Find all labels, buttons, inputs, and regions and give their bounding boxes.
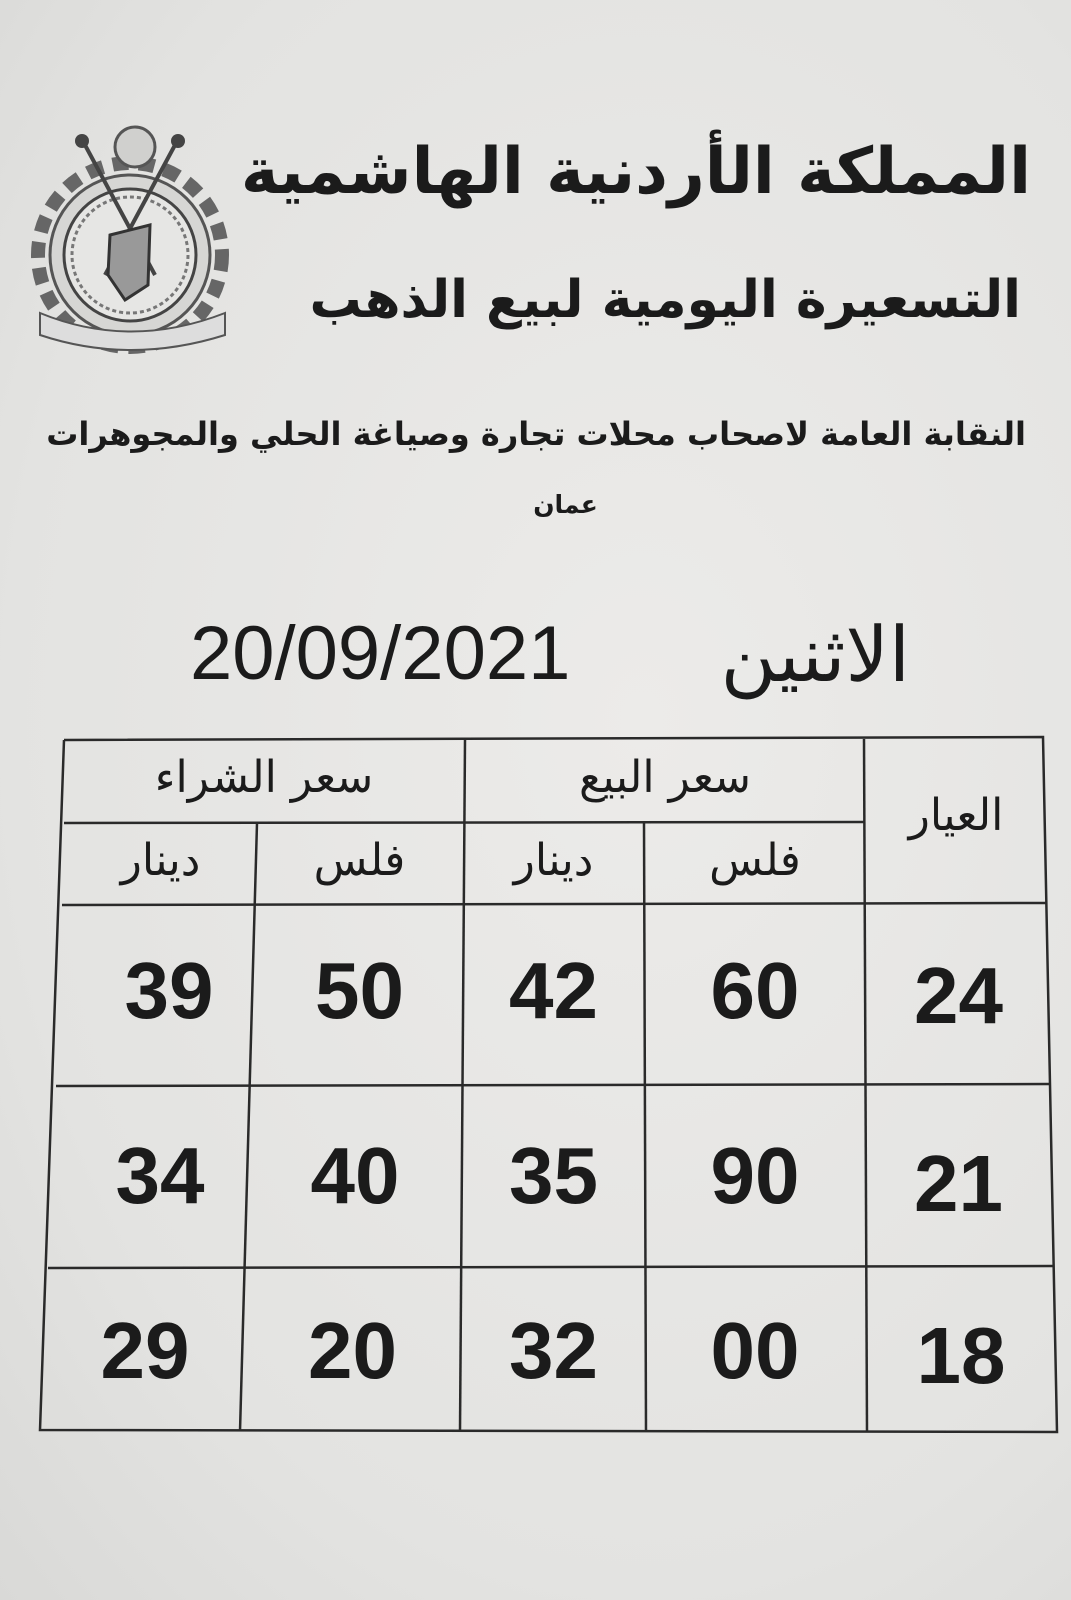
table-row-sell-dinar: 35 xyxy=(509,1131,598,1220)
table-row-buy-dinar: 39 xyxy=(124,946,214,1035)
table-row-buy-fils: 40 xyxy=(310,1131,400,1220)
page-subtitle: التسعيرة اليومية لبيع الذهب xyxy=(309,270,1021,330)
table-row-karat: 18 xyxy=(916,1311,1006,1400)
table-row-buy-dinar: 29 xyxy=(100,1306,190,1395)
day-name: الاثنين xyxy=(720,613,910,698)
buy-price-header: سعر الشراء xyxy=(154,752,374,803)
table-row-karat: 21 xyxy=(914,1139,1003,1228)
sell-dinar-header: دينار xyxy=(513,835,594,886)
buy-dinar-header: دينار xyxy=(120,835,201,886)
table-row-sell-fils: 60 xyxy=(710,946,800,1035)
table-row-buy-fils: 20 xyxy=(308,1306,397,1395)
buy-fils-header: فلس xyxy=(313,835,406,886)
table-row-sell-dinar: 42 xyxy=(509,946,598,1035)
table-row-sell-fils: 90 xyxy=(710,1131,800,1220)
table-row-sell-fils: 00 xyxy=(710,1306,800,1395)
sell-price-header: سعر البيع xyxy=(579,752,751,803)
karat-header: العيار xyxy=(908,790,1004,841)
city-name: عمان xyxy=(533,490,598,519)
table-row-buy-dinar: 34 xyxy=(115,1131,205,1220)
sell-fils-header: فلس xyxy=(709,835,801,886)
table-row-sell-dinar: 32 xyxy=(509,1306,598,1395)
page-title: المملكة الأردنية الهاشمية xyxy=(240,135,1031,209)
table-row-karat: 24 xyxy=(914,951,1003,1040)
date-value: 20/09/2021 xyxy=(190,611,571,696)
organization-name: النقابة العامة لاصحاب محلات تجارة وصياغة الحلي والمجوهرات xyxy=(46,415,1026,453)
table-row-buy-fils: 50 xyxy=(315,946,404,1035)
